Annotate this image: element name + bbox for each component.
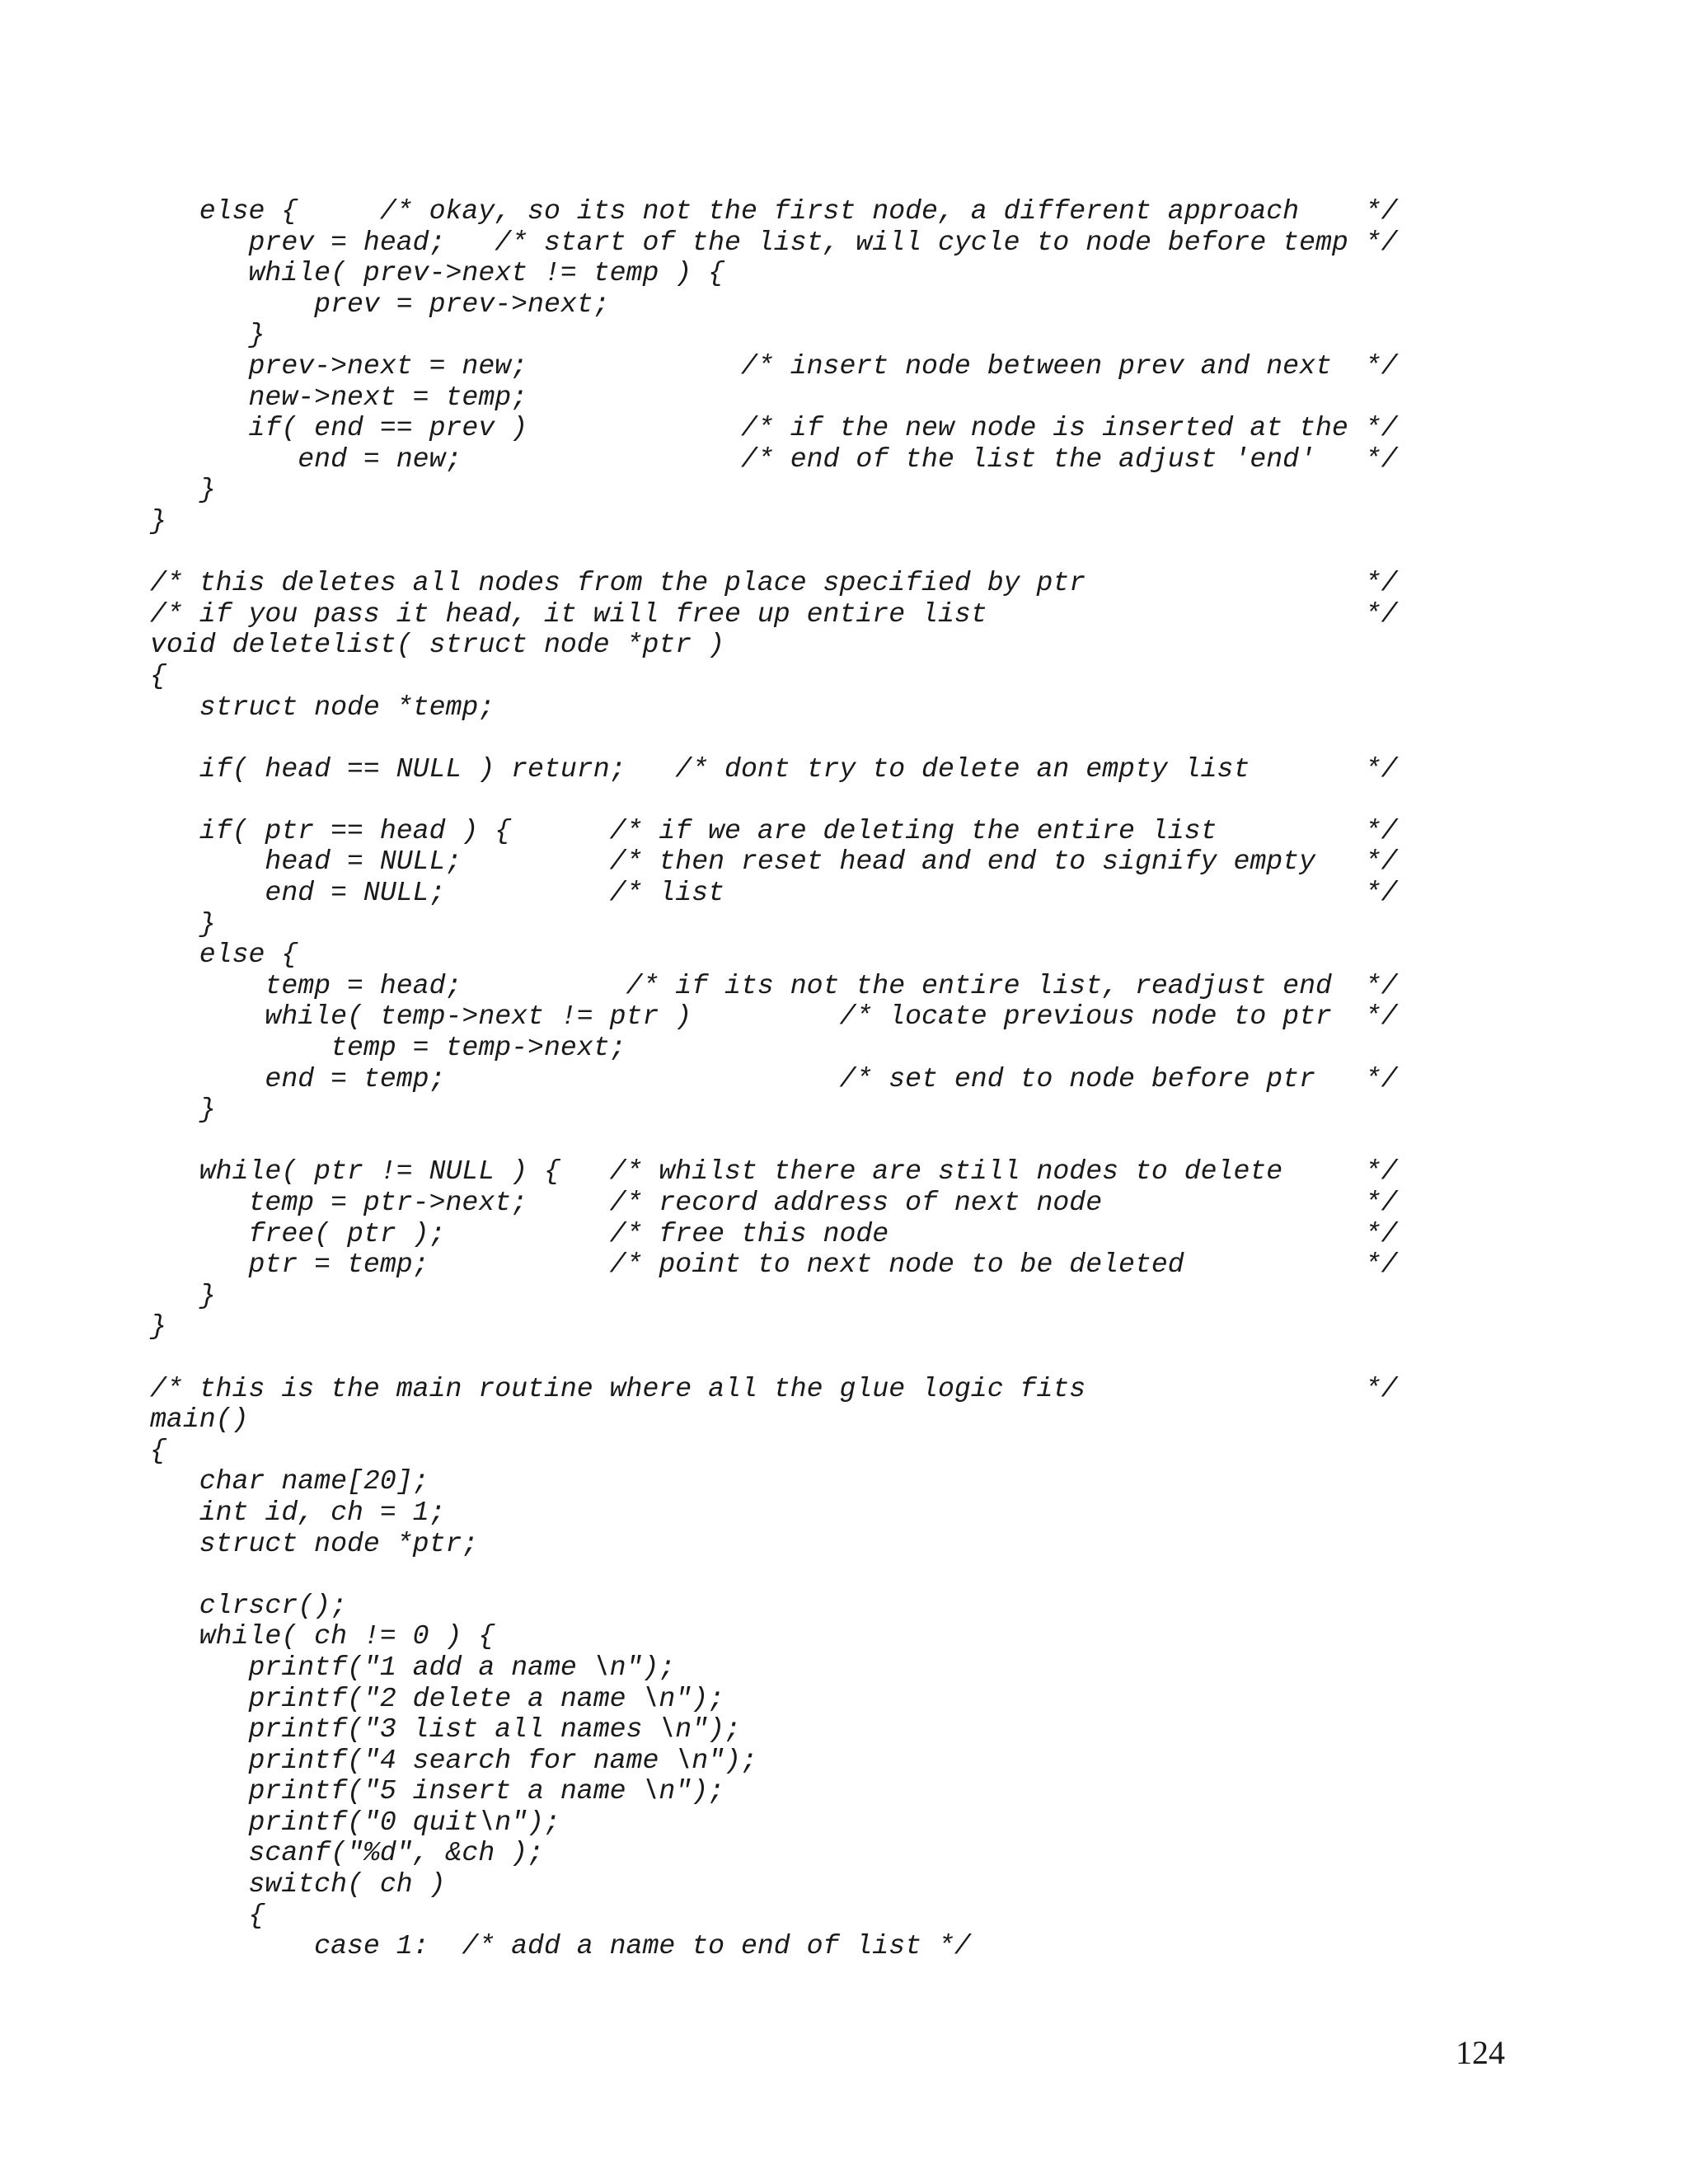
code-line: {: [150, 659, 166, 691]
code-line: }: [150, 319, 265, 351]
code-line: ptr = temp; /* point to next node to be deleted */: [150, 1249, 1398, 1281]
code-line: clrscr();: [150, 1589, 347, 1621]
code-line: {: [150, 1899, 265, 1931]
code-line: printf("3 list all names \n");: [150, 1713, 741, 1746]
code-line: else { /* okay, so its not the first node, a different approach */: [150, 195, 1398, 227]
code-line: scanf("%d", &ch );: [150, 1837, 544, 1869]
code-line: printf("4 search for name \n");: [150, 1744, 757, 1776]
code-line: while( ch != 0 ) {: [150, 1620, 495, 1652]
code-line: [150, 723, 1398, 754]
code-line: printf("0 quit\n");: [150, 1806, 560, 1838]
code-line: [150, 1343, 1398, 1374]
code-line: else {: [150, 939, 298, 971]
code-line: temp = temp->next;: [150, 1032, 626, 1064]
code-line: printf("2 delete a name \n");: [150, 1682, 725, 1714]
code-line: void deletelist( struct node *ptr ): [150, 629, 725, 661]
code-line: struct node *ptr;: [150, 1527, 479, 1559]
code-line: main(): [150, 1404, 249, 1436]
code-line: }: [150, 504, 166, 537]
code-line: prev = prev->next;: [150, 288, 610, 320]
code-line: }: [150, 1310, 166, 1343]
code-listing: [150, 196, 1398, 1962]
code-line: prev->next = new; /* insert node between prev and next */: [150, 349, 1398, 382]
code-line: free( ptr ); /* free this node */: [150, 1217, 1398, 1249]
code-line: while( prev->next != temp ) {: [150, 257, 725, 289]
code-line: int id, ch = 1;: [150, 1496, 446, 1528]
code-line: printf("5 insert a name \n");: [150, 1775, 725, 1807]
code-line: }: [150, 1279, 216, 1311]
code-line: [150, 785, 1398, 816]
code-line: end = NULL; /* list */: [150, 877, 1398, 909]
code-line: if( end == prev ) /* if the new node is inserted at the */: [150, 412, 1398, 444]
code-line: head = NULL; /* then reset head and end to signify empty */: [150, 846, 1398, 878]
code-line: end = new; /* end of the list the adjust 'end' */: [150, 443, 1398, 475]
code-line: if( ptr == head ) { /* if we are deleting the entire list */: [150, 814, 1398, 846]
code-line: [150, 1559, 1398, 1591]
code-line: if( head == NULL ) return; /* dont try to delete an empty list */: [150, 752, 1398, 785]
page-number: 124: [1456, 2034, 1505, 2071]
code-line: switch( ch ): [150, 1868, 446, 1900]
code-line: /* this deletes all nodes from the place specified by ptr */: [150, 567, 1398, 599]
code-line: temp = head; /* if its not the entire list, readjust end */: [150, 969, 1398, 1001]
code-line: struct node *temp;: [150, 691, 495, 723]
code-line: while( temp->next != ptr ) /* locate previous node to ptr */: [150, 1001, 1398, 1033]
code-line: }: [150, 474, 216, 506]
code-line: printf("1 add a name \n");: [150, 1651, 676, 1683]
code-line: }: [150, 1094, 216, 1126]
code-line: {: [150, 1434, 166, 1466]
code-line: /* this is the main routine where all the glue logic fits */: [150, 1372, 1398, 1404]
code-line: temp = ptr->next; /* record address of next node */: [150, 1187, 1398, 1218]
code-line: end = temp; /* set end to node before ptr */: [150, 1062, 1398, 1094]
code-line: /* if you pass it head, it will free up entire list */: [150, 598, 1398, 630]
code-line: char name[20];: [150, 1465, 429, 1497]
code-line: while( ptr != NULL ) { /* whilst there are still nodes to delete */: [150, 1155, 1398, 1188]
code-line: [150, 1126, 1398, 1157]
code-line: case 1: /* add a name to end of list */: [150, 1930, 971, 1962]
code-line: prev = head; /* start of the list, will cycle to node before temp */: [150, 226, 1398, 258]
code-line: }: [150, 907, 216, 940]
code-line: [150, 537, 1398, 569]
code-line: new->next = temp;: [150, 381, 528, 413]
